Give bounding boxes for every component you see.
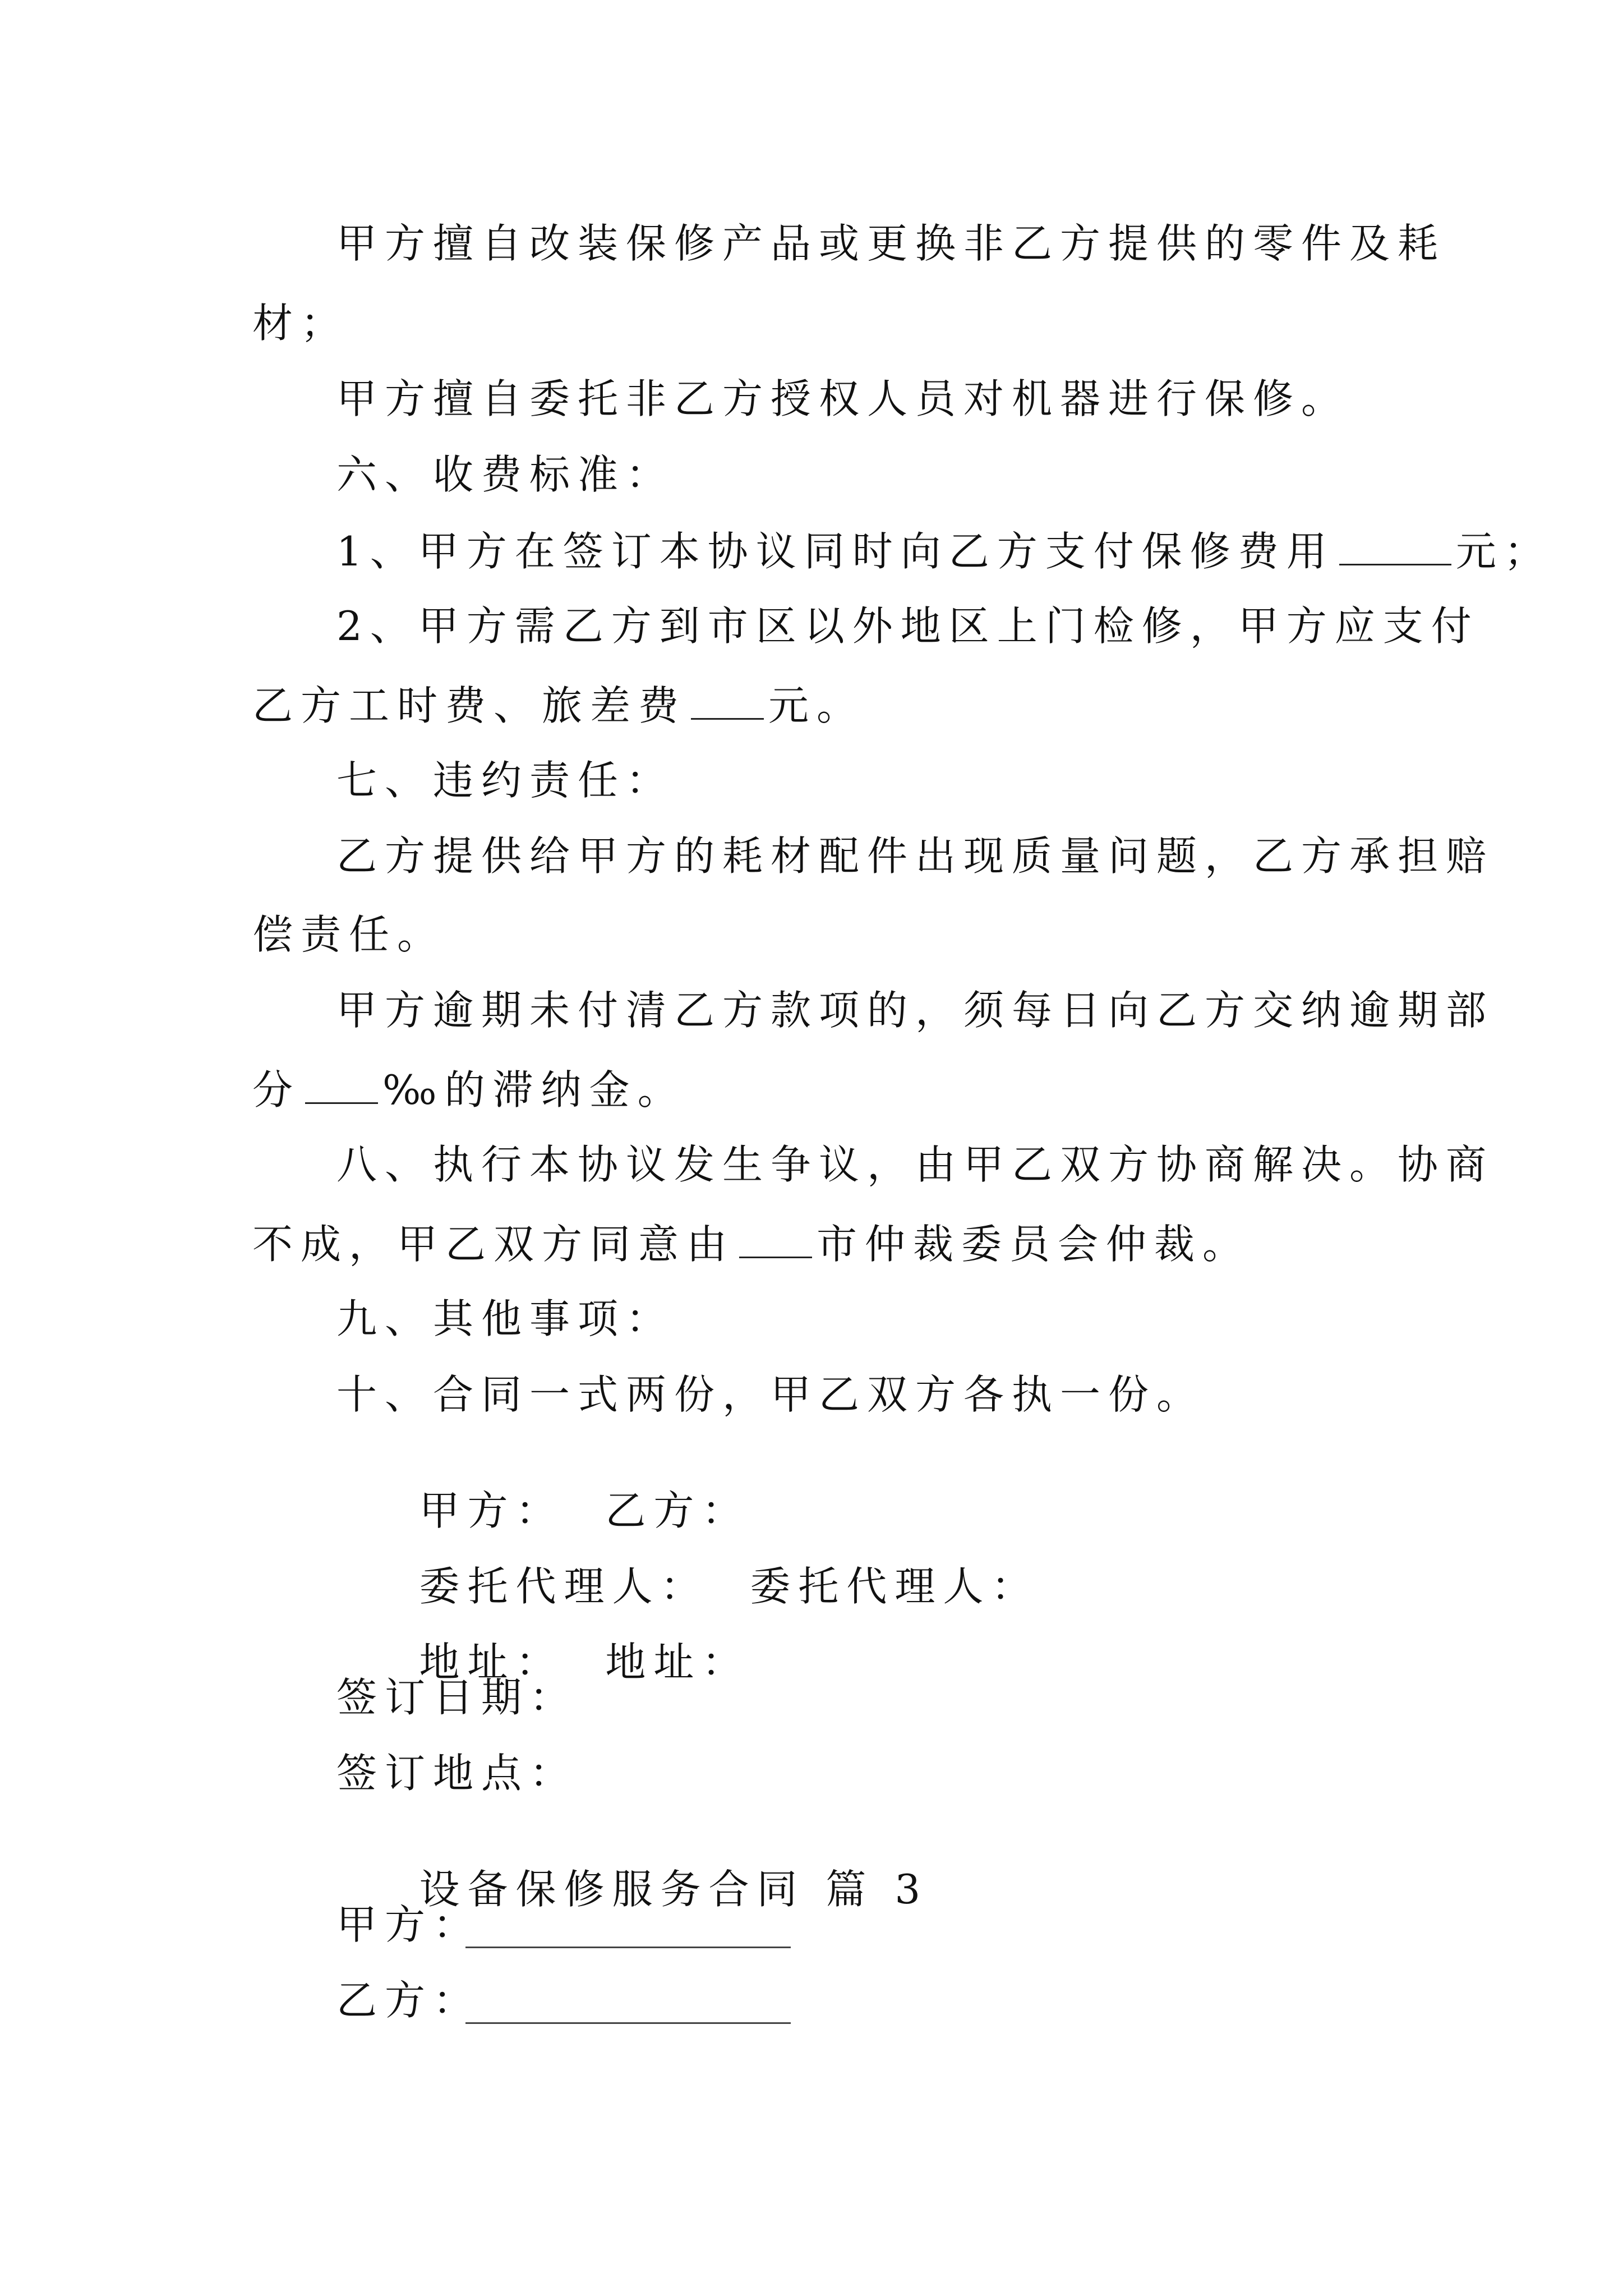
text: 委托代理人： 委托代理人： [419, 1563, 1040, 1610]
text: 不成，甲乙双方同意由 [252, 1221, 735, 1268]
paragraph-line [252, 1066, 686, 1114]
text: 乙方： [336, 1977, 482, 2024]
signature-line [336, 1674, 578, 1721]
paragraph-line [336, 602, 1479, 650]
text: 乙方工时费、旅差费 [252, 682, 687, 729]
text: 九、其他事项： [336, 1295, 675, 1342]
text: 十、合同一式两份，甲乙双方各执一份。 [336, 1371, 1205, 1418]
section-heading [336, 1371, 1205, 1418]
text: 分 [252, 1066, 301, 1114]
paragraph-line [336, 375, 1350, 422]
party-a-line [336, 1901, 482, 1948]
text: 甲方： 乙方： [419, 1487, 750, 1534]
text: 甲方逾期未付清乙方款项的，须每日向乙方交纳逾期部 [336, 987, 1495, 1034]
text: ‰的滞纳金。 [382, 1066, 686, 1114]
text: 签订地点： [336, 1750, 578, 1797]
paragraph-line [252, 911, 446, 958]
section-heading [336, 757, 675, 804]
section-heading [336, 1295, 675, 1342]
paragraph-line [336, 1141, 1495, 1188]
paragraph-line [252, 300, 349, 347]
text: 甲方： [336, 1901, 482, 1948]
fill-in-blank [1339, 530, 1451, 565]
text: 元。 [768, 682, 865, 729]
text: 甲方擅自改装保修产品或更换非乙方提供的零件及耗 [336, 220, 1446, 267]
paragraph-line [252, 682, 865, 729]
text: 1、甲方在签订本协议同时向乙方支付保修费用 [336, 528, 1335, 575]
text: 材； [252, 300, 349, 347]
paragraph-line [336, 987, 1495, 1034]
party-b-line [336, 1977, 482, 2024]
paragraph-line [336, 220, 1446, 267]
paragraph-line [252, 1221, 1251, 1268]
text: 偿责任。 [252, 911, 446, 958]
paragraph-line [336, 832, 1495, 880]
text: 2、甲方需乙方到市区以外地区上门检修，甲方应支付 [336, 602, 1479, 650]
text: 地址： 地址： [419, 1639, 750, 1686]
text: 七、违约责任： [336, 757, 675, 804]
section-heading [336, 451, 675, 498]
text: 签订日期： [336, 1674, 578, 1721]
party-b-underline [465, 2022, 791, 2024]
text: 八、执行本协议发生争议，由甲乙双方协商解决。协商 [336, 1141, 1495, 1188]
signature-line [336, 1750, 578, 1797]
paragraph-line [336, 528, 1552, 575]
fill-in-blank [739, 1223, 812, 1258]
party-a-underline [465, 1947, 791, 1948]
text: 市仲裁委员会仲裁。 [817, 1221, 1251, 1268]
text: 设备保修服务合同 篇 3 [419, 1866, 929, 1913]
text: 六、收费标准： [336, 451, 675, 498]
text: 元； [1455, 528, 1552, 575]
fill-in-blank [691, 684, 764, 720]
fill-in-blank [305, 1069, 378, 1104]
text: 乙方提供给甲方的耗材配件出现质量问题，乙方承担赔 [336, 832, 1495, 880]
text: 甲方擅自委托非乙方授权人员对机器进行保修。 [336, 375, 1350, 422]
